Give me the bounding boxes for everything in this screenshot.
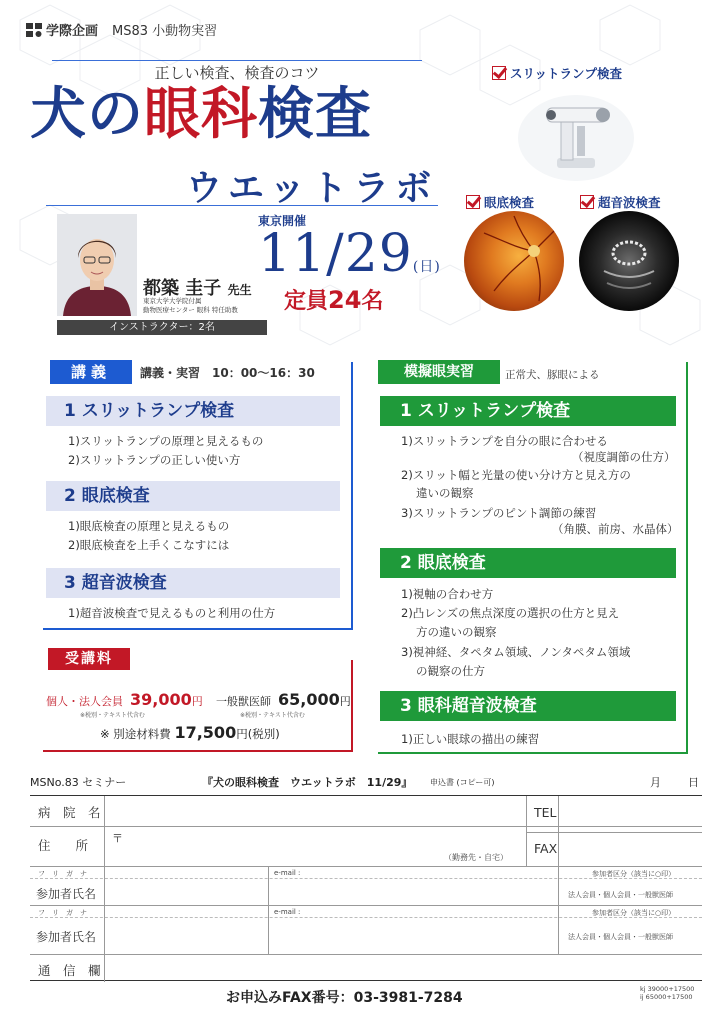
title-sub: ウエットラボ xyxy=(186,167,438,209)
application-form xyxy=(30,795,702,981)
email-label: e-mail : xyxy=(274,869,301,877)
instructors-count-bar: インストラクター：2名 xyxy=(57,320,267,335)
lecture-item: 2)スリットランプの正しい使い方 xyxy=(68,453,241,467)
practice-item: 1)視軸の合わせ方 xyxy=(401,587,494,601)
fee-codes: kj 39000+17500 ij 65000+17500 xyxy=(640,985,695,1002)
practice-item: 2)スリット幅と光量の使い分け方と見え方の xyxy=(401,468,631,482)
category-options[interactable]: 法人会員・個人会員・一般獣医師 xyxy=(568,933,673,941)
fax-number: お申込みFAX番号：03-3981-7284 xyxy=(226,990,463,1006)
lecture-item: 1)スリットランプの原理と見えるもの xyxy=(68,434,264,448)
fundus-image xyxy=(464,211,564,311)
furigana-label: フ リ ガ ナ xyxy=(38,909,87,917)
practice-item: 3)スリットランプのピント調節の練習 xyxy=(401,506,597,520)
form-title: 『犬の眼科検査 ウエットラボ 11/29』 xyxy=(202,776,413,789)
title-part-2: 眼科 xyxy=(144,81,258,147)
general-fee: 一般獣医師 65,000円 xyxy=(216,690,351,709)
topic-ultrasound: 超音波検査 xyxy=(580,193,661,211)
divider xyxy=(46,205,438,206)
slit-lamp-image xyxy=(517,86,635,182)
lecture-section-title: 3 超音波検査 xyxy=(46,568,340,598)
instructor-affiliation: 東京大学大学院付属 動物医療センター 眼科 特任助教 xyxy=(143,297,238,314)
lecture-item: 1)超音波検査で見えるものと利用の仕方 xyxy=(68,606,276,620)
practice-item: （視度調節の仕方） xyxy=(572,450,676,464)
checkbox-checked-icon xyxy=(580,195,594,209)
practice-item: 1)スリットランプを自分の眼に合わせる xyxy=(401,434,608,448)
brand-header xyxy=(26,20,217,39)
material-fee: ※ 別途材料費 17,500円(税別) xyxy=(100,723,280,742)
capacity: 定員24名 xyxy=(284,286,384,314)
practice-item: の観察の仕方 xyxy=(416,664,485,678)
tax-note: ※税別・テキスト代含む xyxy=(240,712,305,719)
practice-item: 1)正しい眼球の描出の練習 xyxy=(401,732,540,746)
course-code: MS83 小動物実習 xyxy=(112,24,218,39)
instructor-name: 都築 圭子 先生 xyxy=(143,278,252,299)
event-date: 11/29(日) xyxy=(258,224,441,284)
comm-label: 通 信 欄 xyxy=(38,963,101,978)
divider xyxy=(52,60,422,61)
hospital-label: 病 院 名 xyxy=(38,805,101,820)
company-logo-icon xyxy=(26,23,42,37)
topic-slit-lamp: スリットランプ検査 xyxy=(492,64,622,82)
seminar-number: MSNo.83 セミナー xyxy=(30,776,127,789)
work-home-note: （勤務先・自宅） xyxy=(444,853,508,862)
category-label: 参加者区分（該当に○印） xyxy=(592,870,676,878)
practice-tag: 模擬眼実習 xyxy=(378,360,500,384)
title-part-3: 検査 xyxy=(258,81,372,147)
email-label: e-mail : xyxy=(274,908,301,916)
title-part-1: 犬の xyxy=(30,81,144,147)
checkbox-checked-icon xyxy=(466,195,480,209)
practice-note: 正常犬、豚眼による xyxy=(505,369,600,381)
practice-section-title: 2 眼底検査 xyxy=(380,548,676,578)
hospital-field[interactable] xyxy=(116,802,524,822)
lecture-section-title: 2 眼底検査 xyxy=(46,481,340,511)
postal-mark: 〒 xyxy=(112,832,123,845)
venue-label: 東京開催 xyxy=(258,214,307,228)
lecture-time: 講義・実習 10：00〜16：30 xyxy=(140,366,315,380)
lecture-tag: 講義 xyxy=(50,360,132,384)
practice-item: 3)視神経、タペタム領域、ノンタペタム領域 xyxy=(401,645,631,659)
category-label: 参加者区分（該当に○印） xyxy=(592,909,676,917)
copy-note: 申込書 (コピー可) xyxy=(430,778,495,787)
subtitle: 正しい検査、検査のコツ xyxy=(154,64,320,82)
instructor-photo xyxy=(57,214,137,316)
month-label: 月 xyxy=(650,776,661,789)
fax-label: FAX xyxy=(534,841,558,856)
practice-item: 2)凸レンズの焦点深度の選択の仕方と見え xyxy=(401,606,620,620)
member-fee: 個人・法人会員 39,000円 xyxy=(46,690,203,709)
lecture-section-title: 1 スリットランプ検査 xyxy=(46,396,340,426)
tax-note: ※税別・テキスト代含む xyxy=(80,712,145,719)
practice-section-title: 3 眼科超音波検査 xyxy=(380,691,676,721)
ultrasound-image xyxy=(579,211,679,311)
participant-label: 参加者氏名 xyxy=(36,930,97,944)
lecture-item: 2)眼底検査を上手くこなすには xyxy=(68,538,230,552)
practice-item: 方の違いの観察 xyxy=(416,625,497,639)
brand-name: 学際企画 xyxy=(46,24,99,39)
participant-label: 参加者氏名 xyxy=(36,887,97,901)
address-label: 住 所 xyxy=(38,838,89,853)
day-label: 日 xyxy=(688,776,699,789)
lecture-item: 1)眼底検査の原理と見えるもの xyxy=(68,519,230,533)
topic-fundus: 眼底検査 xyxy=(466,193,534,211)
fee-tag: 受講料 xyxy=(48,648,130,670)
category-options[interactable]: 法人会員・個人会員・一般獣医師 xyxy=(568,891,673,899)
practice-item: （角膜、前房、水晶体） xyxy=(552,522,679,536)
practice-section-title: 1 スリットランプ検査 xyxy=(380,396,676,426)
furigana-label: フ リ ガ ナ xyxy=(38,870,87,878)
checkbox-checked-icon xyxy=(492,66,506,80)
tel-label: TEL xyxy=(534,805,557,820)
practice-item: 違いの観察 xyxy=(416,486,474,500)
main-title xyxy=(30,81,372,147)
